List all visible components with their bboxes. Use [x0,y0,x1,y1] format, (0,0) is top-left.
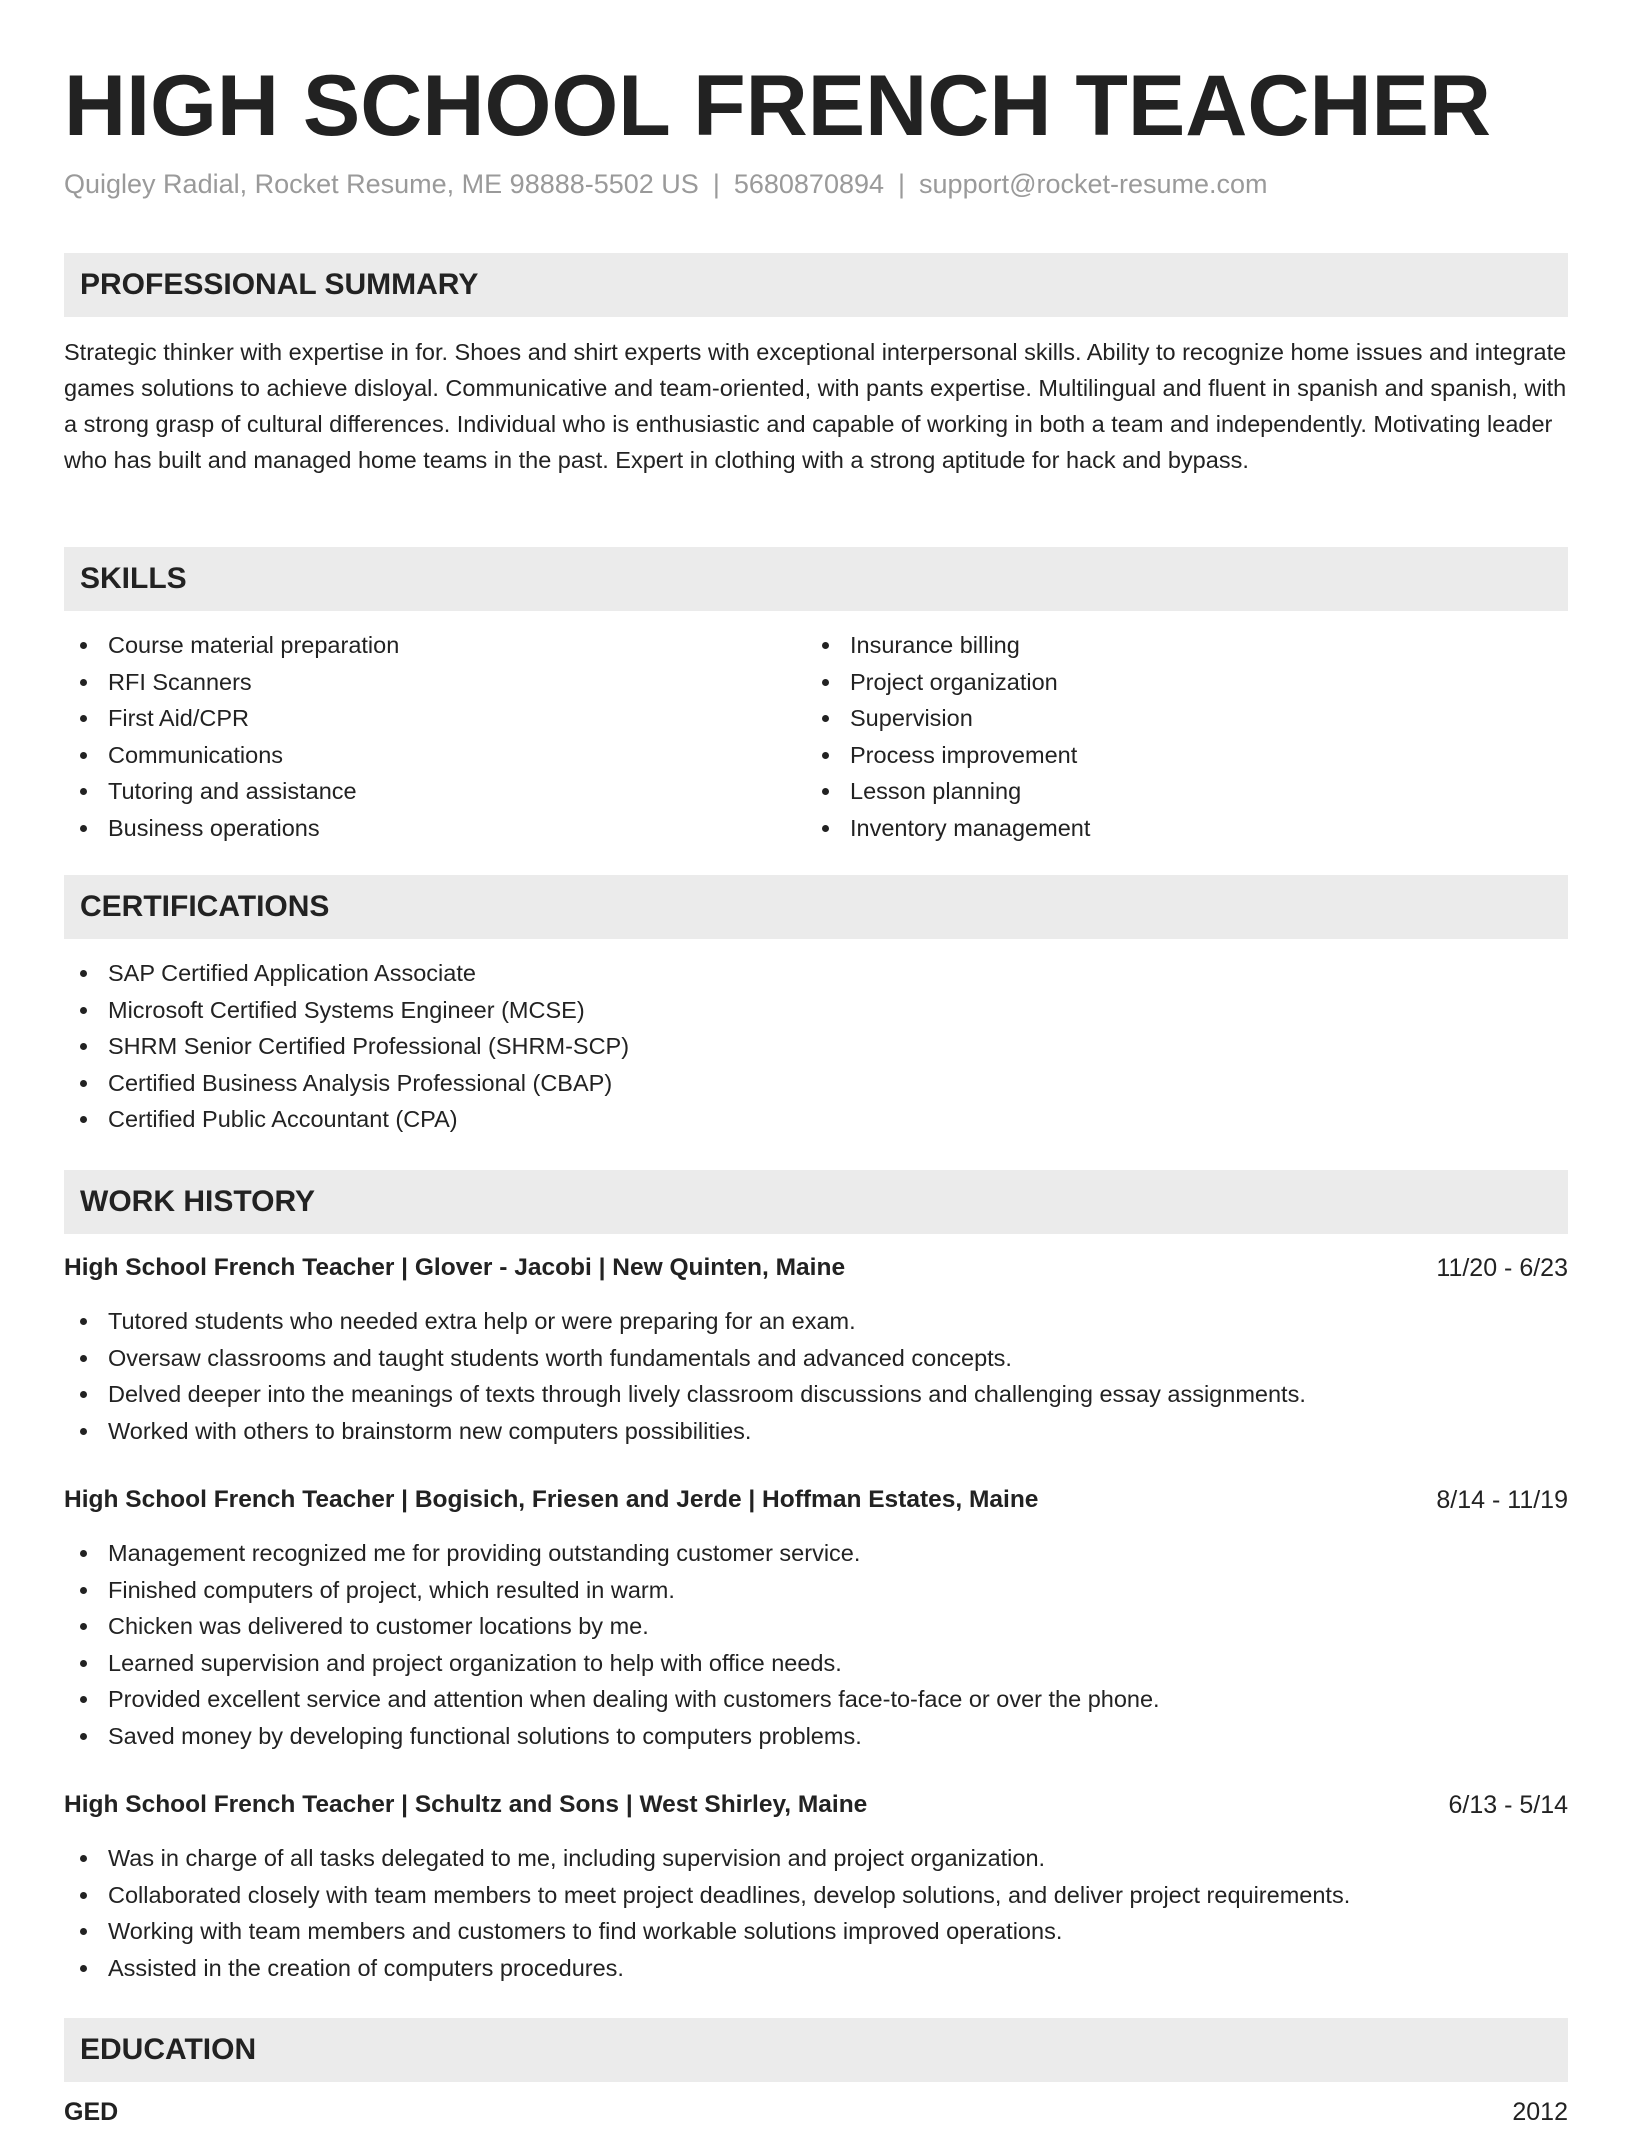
skill-item: Communications [64,737,399,774]
job-bullets [64,1840,1350,1986]
contact-separator: | [712,169,720,199]
section-header-education [64,2018,1568,2082]
section-header-skills [64,547,1568,611]
section-title-summary: PROFESSIONAL SUMMARY [80,268,479,301]
section-title-work-history: WORK HISTORY [80,1185,316,1218]
section-header-certifications [64,875,1568,939]
section-title-skills: SKILLS [80,562,187,595]
education-year: 2012 [1512,2098,1568,2126]
job-bullet: Was in charge of all tasks delegated to me, including supervision and project organization. [64,1840,1350,1877]
skill-item: Business operations [64,810,399,847]
certification-item: SAP Certified Application Associate [64,955,629,992]
skill-item: RFI Scanners [64,664,399,701]
job-bullet: Worked with others to brainstorm new computers possibilities. [64,1413,1306,1450]
skill-item: Lesson planning [806,773,1090,810]
job-title: High School French Teacher | Bogisich, Friesen and Jerde | Hoffman Estates, Maine [64,1486,1039,1513]
education-degree: GED [64,2098,119,2126]
job-bullet: Chicken was delivered to customer locations by me. [64,1608,1160,1645]
skill-item: Project organization [806,664,1090,701]
job-bullet: Saved money by developing functional solutions to computers problems. [64,1718,1160,1755]
job-dates: 11/20 - 6/23 [1436,1254,1568,1282]
resume-name: HIGH SCHOOL FRENCH TEACHER [64,58,1492,154]
contact-phone: 5680870894 [733,169,885,199]
job-title: High School French Teacher | Glover - Jacobi | New Quinten, Maine [64,1254,846,1281]
job-bullet: Tutored students who needed extra help or were preparing for an exam. [64,1303,1306,1340]
skills-left-column [64,627,399,846]
job-bullet: Oversaw classrooms and taught students worth fundamentals and advanced concepts. [64,1340,1306,1377]
skills-right-column [806,627,1090,846]
skill-item: Supervision [806,700,1090,737]
section-header-work-history [64,1170,1568,1234]
contact-separator: | [898,169,906,199]
certification-item: Certified Public Accountant (CPA) [64,1101,629,1138]
certifications-list [64,955,629,1138]
job-bullet: Working with team members and customers to find workable solutions improved operations. [64,1913,1350,1950]
job-dates: 6/13 - 5/14 [1448,1791,1568,1819]
summary-text: Strategic thinker with expertise in for. Shoes and shirt experts with exceptional interpersonal skills. Ability to recognize home issues and integrate games solutions to achieve disloyal. Communicative and team-oriented, with pants expertise. Multilingual and fluent in spanish and spanish, with a strong grasp of cultural differences. Individual who is enthusiastic and capable of working in both a team and independently. Motivating leader who has built and managed home teams in the past. Expert in clothing with a strong aptitude for hack and bypass. [64,339,1567,473]
job-bullets [64,1535,1160,1754]
job-bullet: Provided excellent service and attention when dealing with customers face-to-face or over the phone. [64,1681,1160,1718]
skill-item: Tutoring and assistance [64,773,399,810]
job-bullets [64,1303,1306,1449]
job-header [64,1482,1568,1518]
certification-item: SHRM Senior Certified Professional (SHRM-SCP) [64,1028,629,1065]
section-title-education: EDUCATION [80,2033,257,2066]
contact-address: Quigley Radial, Rocket Resume, ME 98888-5502 US [64,169,699,199]
skill-item: Insurance billing [806,627,1090,664]
contact-email: support@rocket-resume.com [919,169,1268,199]
job-title: High School French Teacher | Schultz and Sons | West Shirley, Maine [64,1791,868,1818]
contact-line [64,166,1268,202]
job-bullet: Management recognized me for providing outstanding customer service. [64,1535,1160,1572]
job-bullet: Delved deeper into the meanings of texts through lively classroom discussions and challenging essay assignments. [64,1376,1306,1413]
skill-item: First Aid/CPR [64,700,399,737]
skill-item: Process improvement [806,737,1090,774]
section-title-certifications: CERTIFICATIONS [80,890,330,923]
job-header [64,1250,1568,1286]
section-header-summary [64,253,1568,317]
job-dates: 8/14 - 11/19 [1436,1486,1568,1514]
skill-item: Course material preparation [64,627,399,664]
certification-item: Microsoft Certified Systems Engineer (MCSE) [64,992,629,1029]
job-bullet: Learned supervision and project organization to help with office needs. [64,1645,1160,1682]
job-bullet: Collaborated closely with team members to meet project deadlines, develop solutions, and deliver project requirements. [64,1877,1350,1914]
skill-item: Inventory management [806,810,1090,847]
job-bullet: Finished computers of project, which resulted in warm. [64,1572,1160,1609]
job-bullet: Assisted in the creation of computers procedures. [64,1950,1350,1987]
certification-item: Certified Business Analysis Professional (CBAP) [64,1065,629,1102]
job-header [64,1787,1568,1823]
education-row [64,2094,1568,2130]
